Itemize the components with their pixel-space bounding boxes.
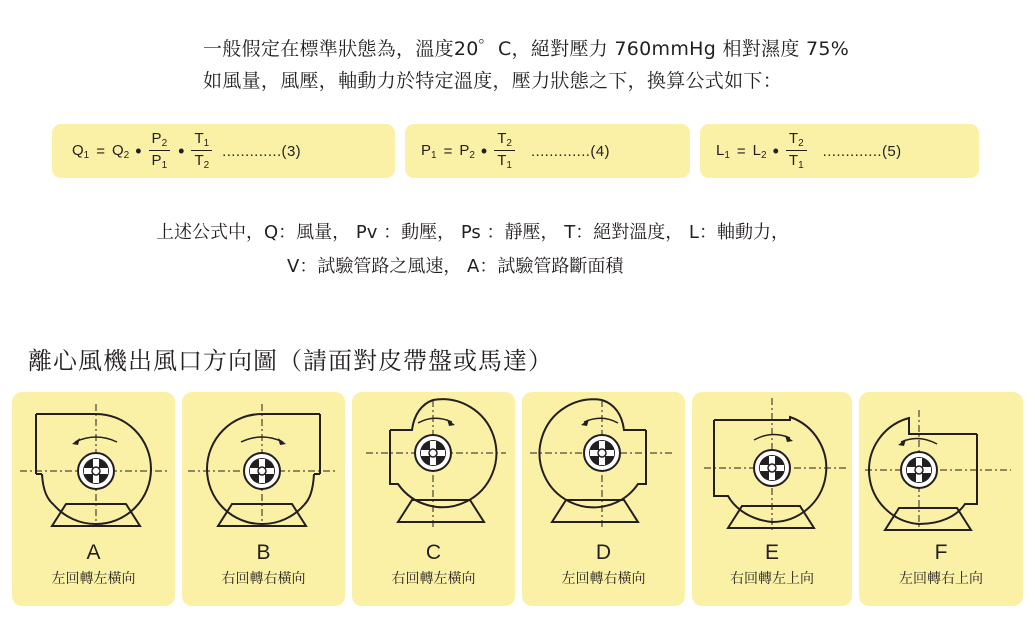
fan-card-e: [692, 392, 852, 606]
multiply-dot: •: [178, 141, 185, 161]
legend-line-2: V：試驗管路之風速， A：試驗管路斷面積: [287, 256, 624, 277]
fan-diagram-a: [12, 392, 175, 542]
fan-caption: 右回轉左橫向: [391, 571, 476, 587]
multiply-dot: •: [480, 141, 488, 161]
fan-caption: 左回轉左橫向: [51, 571, 136, 587]
fan-card-d: [522, 392, 685, 606]
multiply-dot: •: [772, 141, 779, 161]
formula-box-4: [405, 124, 690, 178]
fan-caption: 左回轉右橫向: [561, 571, 646, 587]
equals-sign: =: [443, 142, 453, 160]
fan-letter: D: [595, 541, 612, 564]
fan-letter: E: [764, 541, 779, 564]
fan-letter: C: [425, 541, 442, 564]
temperature-ratio: $\frac{T_1}{T_2}$: [191, 131, 212, 171]
formula-box-3: [52, 124, 395, 178]
formula-rhs: $P_2$: [459, 141, 475, 161]
fan-caption: 右回轉左上向: [730, 571, 814, 587]
multiply-dot: •: [135, 141, 142, 161]
formula-lhs: $L_1$: [716, 141, 730, 161]
section-heading: 離心風機出風口方向圖（請面對皮帶盤或馬達）: [28, 347, 553, 375]
fan-card-b: [182, 392, 345, 606]
formula-tail: .............(3): [222, 142, 302, 160]
fan-diagram-d: [522, 392, 685, 542]
equals-sign: =: [736, 142, 746, 160]
fan-letter: A: [86, 541, 101, 564]
fan-caption: 左回轉右上向: [899, 571, 983, 587]
temperature-ratio: $\frac{T_2}{T_1}$: [494, 131, 515, 171]
formula-lhs: $P_1$: [421, 141, 437, 161]
fan-diagram-b: [182, 392, 345, 542]
intro-line-2: 如風量，風壓，軸動力於特定溫度，壓力狀態之下，換算公式如下：: [203, 70, 783, 92]
formula-rhs: $L_2$: [752, 141, 767, 161]
fan-letter: B: [256, 541, 271, 564]
formula-tail: .............(5): [822, 142, 902, 160]
fan-card-c: [352, 392, 515, 606]
fan-diagram-e: [692, 392, 852, 542]
formula-box-5: [700, 124, 979, 178]
pressure-ratio: $\frac{P_2}{P_1}$: [149, 131, 171, 171]
formula-tail: .............(4): [530, 142, 610, 160]
formula-rhs: $Q_2$: [112, 141, 130, 161]
intro-line-1: 一般假定在標準狀態為，溫度20゜C，絕對壓力 760mmHg 相對濕度 75%: [203, 38, 850, 60]
fan-card-f: [859, 392, 1023, 606]
temperature-ratio: $\frac{T_2}{T_1}$: [786, 131, 807, 171]
formula-lhs: $Q_1$: [72, 141, 90, 161]
legend-line-1: 上述公式中，Q：風量， Pv ：動壓， Ps ：靜壓， T：絕對溫度， L：軸動力，: [156, 222, 789, 243]
fan-caption: 右回轉右橫向: [221, 571, 306, 587]
fan-diagram-c: [352, 392, 515, 542]
fan-letter: F: [934, 541, 948, 564]
equals-sign: =: [96, 142, 105, 160]
fan-diagram-f: [859, 392, 1023, 542]
fan-card-a: [12, 392, 175, 606]
